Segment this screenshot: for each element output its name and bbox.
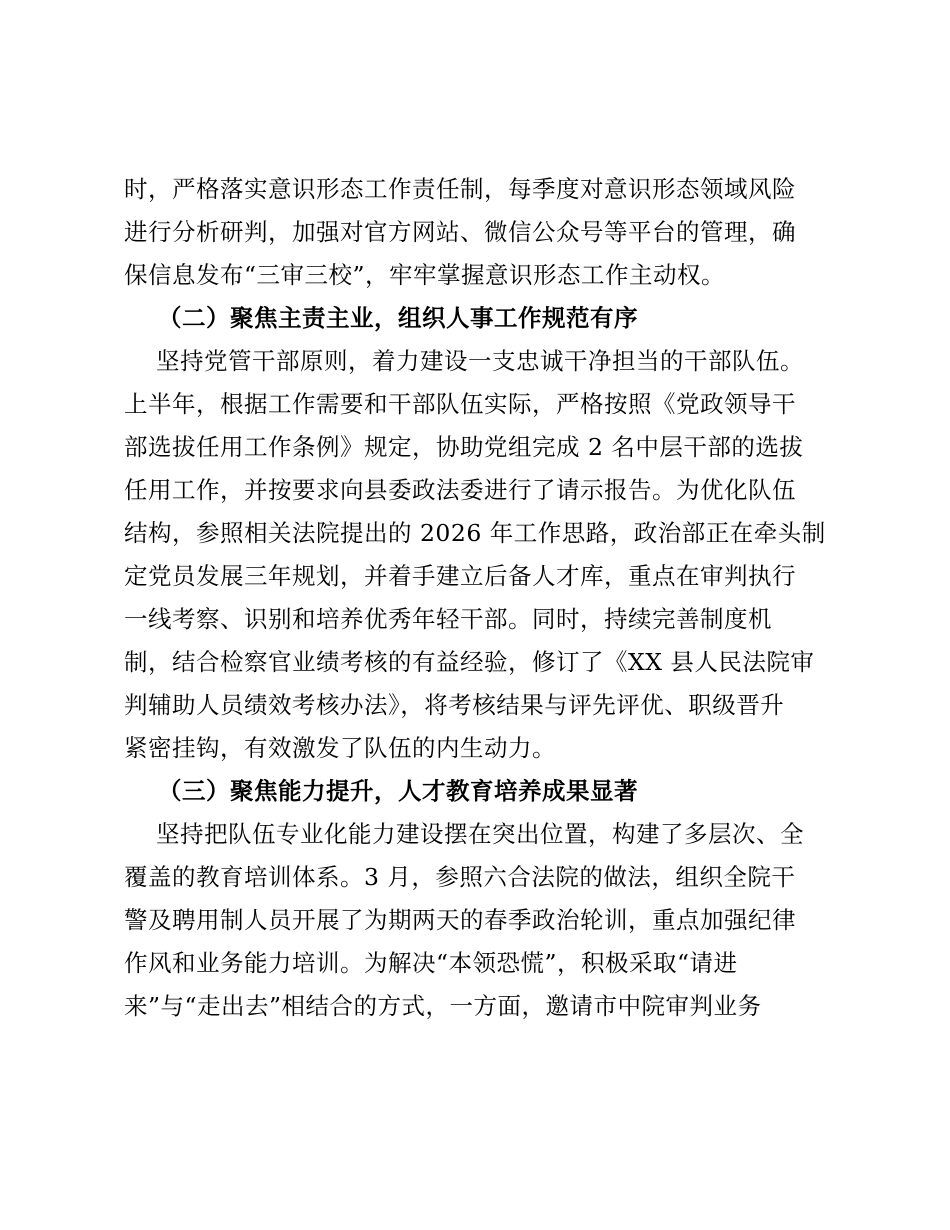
paragraph-line: 一线考察、识别和培养优秀年轻干部。同时，持续完善制度机 <box>124 605 772 633</box>
paragraph-line: 坚持把队伍专业化能力建设摆在突出位置，构建了多层次、全 <box>156 820 804 848</box>
paragraph-line: 时，严格落实意识形态工作责任制，每季度对意识形态领域风险 <box>124 175 796 203</box>
paragraph-line: 保信息发布“三审三校”，牢牢掌握意识形态工作主动权。 <box>124 261 726 289</box>
paragraph-line: 上半年，根据工作需要和干部队伍实际，严格按照《党政领导干 <box>124 390 796 418</box>
paragraph-line: 任用工作，并按要求向县委政法委进行了请示报告。为优化队伍 <box>124 476 796 504</box>
section-heading: （三）聚焦能力提升，人才教育培养成果显著 <box>158 777 638 805</box>
paragraph-line: 定党员发展三年规划，并着手建立后备人才库，重点在审判执行 <box>124 562 796 590</box>
paragraph-line: 作风和业务能力培训。为解决“本领恐慌”，积极采取“请进 <box>124 949 738 977</box>
paragraph-line: 判辅助人员绩效考核办法》，将考核结果与评先评优、职级晋升 <box>124 691 785 719</box>
paragraph-line: 进行分析研判，加强对官方网站、微信公众号等平台的管理，确 <box>124 218 796 246</box>
paragraph-line: 结构，参照相关法院提出的 2026 年工作思路，政治部正在牵头制 <box>124 519 826 547</box>
paragraph-line: 坚持党管干部原则，着力建设一支忠诚干净担当的干部队伍。 <box>156 347 804 375</box>
paragraph-line: 警及聘用制人员开展了为期两天的春季政治轮训，重点加强纪律 <box>124 906 796 934</box>
paragraph-line: 覆盖的教育培训体系。3 月，参照六合法院的做法，组织全院干 <box>124 863 796 891</box>
paragraph-line: 部选拔任用工作条例》规定，协助党组完成 2 名中层干部的选拔 <box>124 433 804 461</box>
paragraph-line: 紧密挂钩，有效激发了队伍的内生动力。 <box>124 734 556 762</box>
section-heading: （二）聚焦主责主业，组织人事工作规范有序 <box>158 304 638 332</box>
paragraph-line: 来”与“走出去”相结合的方式，一方面，邀请市中院审判业务 <box>124 992 762 1020</box>
paragraph-line: 制，结合检察官业绩考核的有益经验，修订了《XX 县人民法院审 <box>124 648 815 676</box>
